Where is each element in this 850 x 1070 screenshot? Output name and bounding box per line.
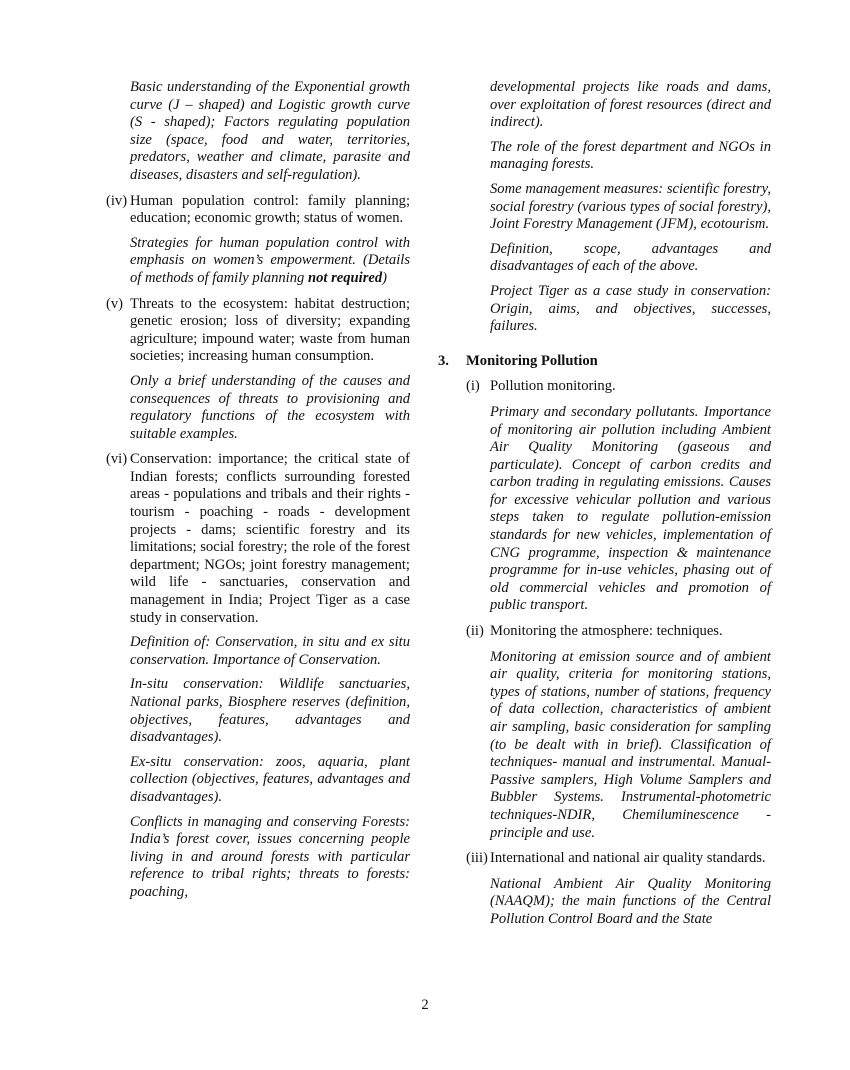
section-number: 3. xyxy=(438,352,449,369)
item-text: Threats to the ecosystem: habitat destruction; genetic erosion; loss of diversity; expanding agriculture; impound water; waste from human societies; increasing human consumption. xyxy=(130,295,410,365)
item-detail: In-situ conservation: Wildlife sanctuaries, National parks, Biosphere reserves (definition, objectives, features, advantages and disadvantages). xyxy=(130,676,410,746)
detail-emphasis: not required xyxy=(307,269,383,286)
item-detail: National Ambient Air Quality Monitoring (NAAQM); the main functions of the Central Pollution Control Board and the State xyxy=(490,875,771,927)
item-number: (iii) xyxy=(466,850,488,867)
left-column xyxy=(106,79,410,902)
list-item-vi xyxy=(106,451,410,627)
continued-paragraph: Definition, scope, advantages and disadvantages of each of the above. xyxy=(490,240,771,275)
detail-text-end: ) xyxy=(382,269,388,286)
item-detail: Conflicts in managing and conserving Forests: India’s forest cover, issues concerning people living in and around forests with particular reference to tribal rights; threats to forests: poaching, xyxy=(130,813,410,900)
item-detail xyxy=(106,235,410,288)
list-item-i xyxy=(438,378,771,396)
item-number: (i) xyxy=(466,378,480,395)
list-item-v xyxy=(106,296,410,366)
item-text: Monitoring the atmosphere: techniques. xyxy=(490,623,723,640)
item-number: (iv) xyxy=(106,192,128,209)
list-item-iii xyxy=(438,850,771,868)
page-number: 2 xyxy=(421,997,429,1013)
item-detail: Ex-situ conservation: zoos, aquaria, plant collection (objectives, features, advantages and disadvantages). xyxy=(130,753,410,805)
item-detail: Primary and secondary pollutants. Importance of monitoring air pollution including Ambient Air Quality Monitoring (gaseous and particulate). Concept of carbon credits and carbon trading in regulating emissions. Causes for excessive vehicular pollution and various steps taken to regulate pollution-emission standards for new vehicles, implementation of CNG programme, inspection & maintenance programme for in-use vehicles, phasing out of old commercial vehicles and promotion of public transport. xyxy=(490,403,771,614)
continued-paragraph: Some management measures: scientific forestry, social forestry (various types of social forestry), Joint Forestry Management (JFM), ecotourism. xyxy=(490,180,771,233)
item-detail: Monitoring at emission source and of ambient air quality, criteria for monitoring stations, types of stations, number of stations, frequency of data collection, characteristics of ambient air sampling, basic consideration for sampling (to be dealt with in brief). Classification of techniques- manual and instrumental. Manual-Passive samplers, High Volume Samplers and Bubbler Systems. Instrumental-photometric techniques-NDIR, Chemiluminescence - principle and use. xyxy=(490,648,771,841)
continued-paragraph: developmental projects like roads and dams, over exploitation of forest resources (direct and indirect). xyxy=(490,79,771,131)
continued-paragraph: The role of the forest department and NGOs in managing forests. xyxy=(490,138,771,173)
list-item-ii xyxy=(438,623,771,641)
item-detail: Definition of: Conservation, in situ and ex situ conservation. Importance of Conservation. xyxy=(130,634,410,668)
section-title: Monitoring Pollution xyxy=(466,352,598,369)
section-heading xyxy=(438,353,771,371)
list-item-iv xyxy=(106,193,410,228)
item-detail: Only a brief understanding of the causes and consequences of threats to provisioning and regulatory functions of the ecosystem with suitable examples. xyxy=(130,372,410,442)
item-text: Conservation: importance; the critical state of Indian forests; conflicts surrounding forested areas - populations and tribals and their rights - tourism - poaching - roads - development projects - dams; scientific forestry and its limitations; social forestry; the role of the forest department; NGOs; joint forestry management; wild life - sanctuaries, conservation and management in India; Project Tiger as a case study in conservation. xyxy=(130,451,410,626)
intro-paragraph: Basic understanding of the Exponential growth curve (J – shaped) and Logistic growth curve (S - shaped); Factors regulating population size (space, food and water, territories, predators, weather and climate, parasite and diseases, disasters and self-regulation). xyxy=(130,79,410,183)
item-number: (ii) xyxy=(466,623,484,640)
item-number: (vi) xyxy=(106,451,128,468)
item-text: Pollution monitoring. xyxy=(490,378,616,395)
detail-text: Strategies for human population control with emphasis on women’s empowerment. (Details of methods of family planning xyxy=(130,234,410,286)
continued-paragraph: Project Tiger as a case study in conservation: Origin, aims, and objectives, successes, failures. xyxy=(490,282,771,335)
item-text: Human population control: family planning; education; economic growth; status of women. xyxy=(130,192,410,227)
item-number: (v) xyxy=(106,295,124,312)
item-text: International and national air quality standards. xyxy=(490,850,766,867)
right-column xyxy=(438,79,771,929)
